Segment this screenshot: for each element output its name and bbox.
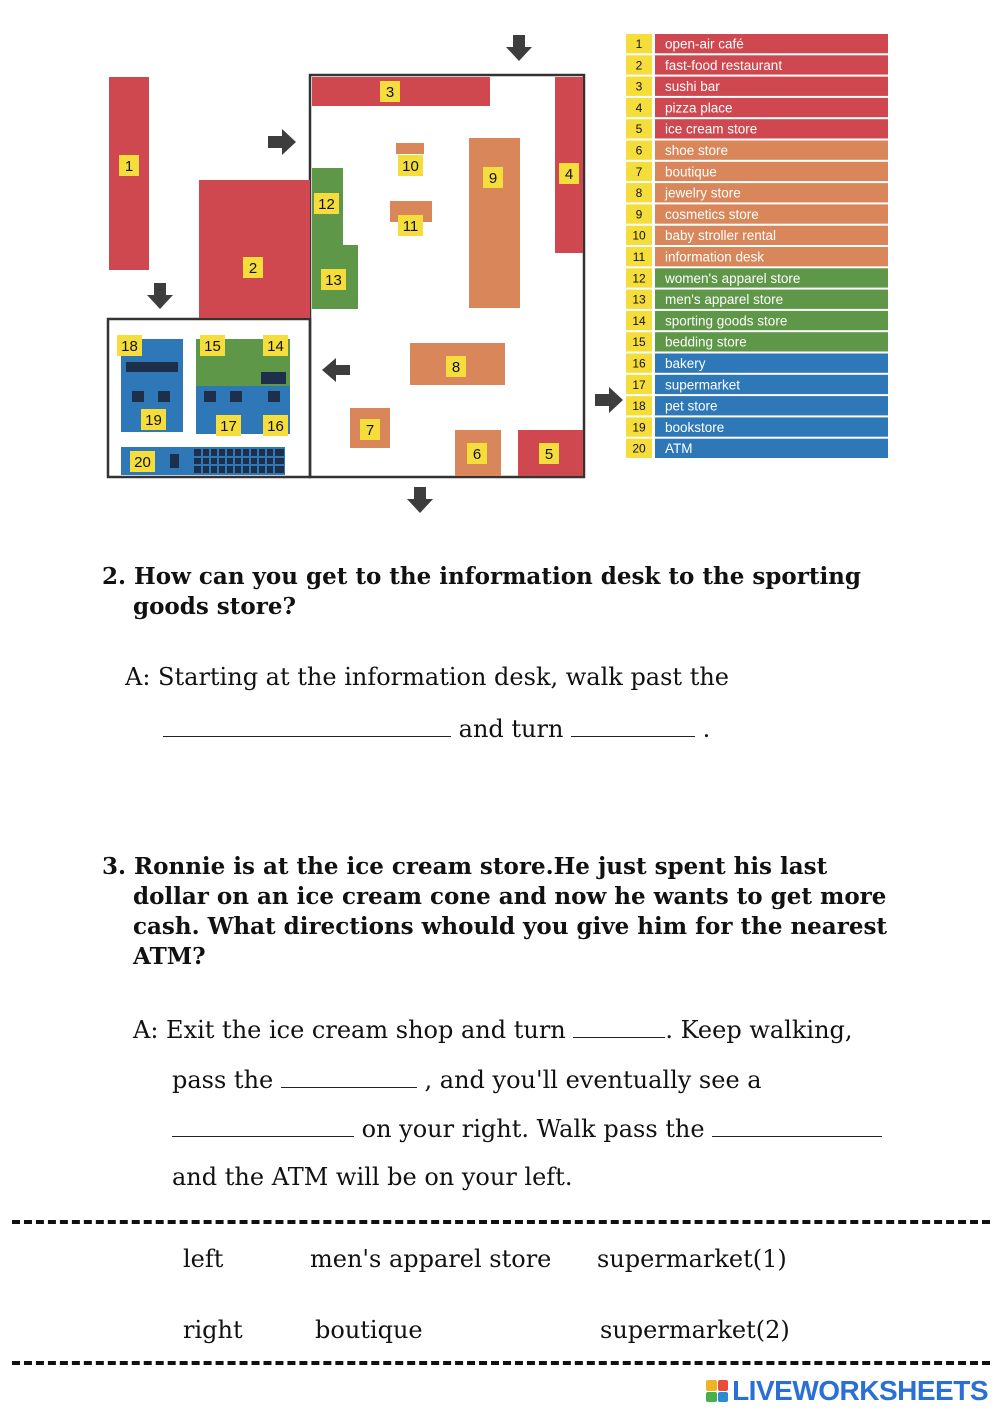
store-tag-20 xyxy=(130,451,155,472)
legend-row xyxy=(626,162,888,181)
legend-label: sushi bar xyxy=(665,79,720,95)
legend-number: 13 xyxy=(632,292,646,307)
q3-line1-b: . Keep walking, xyxy=(665,1016,853,1044)
store-tag-2 xyxy=(243,257,263,278)
q3-blank-3[interactable] xyxy=(172,1112,354,1137)
legend-label: pizza place xyxy=(665,100,733,116)
legend-row xyxy=(626,354,888,373)
store-tag-4 xyxy=(559,163,579,184)
q3-line4: and the ATM will be on your left. xyxy=(172,1163,573,1191)
legend-row xyxy=(626,247,888,266)
word-bank-item[interactable]: men's apparel store xyxy=(310,1245,552,1273)
word-bank-top-divider xyxy=(12,1220,990,1224)
legend-number: 18 xyxy=(632,399,646,414)
legend-number: 1 xyxy=(635,37,643,51)
store-tag-number: 7 xyxy=(365,422,375,439)
legend-label: information desk xyxy=(665,249,765,265)
legend-row xyxy=(626,141,888,160)
legend-number: 16 xyxy=(632,356,646,371)
question-3 xyxy=(102,852,902,972)
entrance-arrow-left-upper xyxy=(268,129,296,155)
legend-row xyxy=(626,311,888,330)
legend-row xyxy=(626,98,888,117)
q3-line1-a: A: Exit the ice cream shop and turn xyxy=(133,1016,574,1044)
store-tag-number: 17 xyxy=(220,418,237,435)
q3-blank-2[interactable] xyxy=(281,1063,417,1088)
legend-row xyxy=(626,332,888,351)
entrance-arrow-right xyxy=(595,387,623,413)
legend-label: ATM xyxy=(665,441,693,457)
q3-line2-b: , and you'll eventually see a xyxy=(416,1066,762,1094)
store-tag-number: 14 xyxy=(267,338,284,355)
store-tag-10 xyxy=(398,155,423,176)
legend-label: cosmetics store xyxy=(665,206,759,222)
legend-row xyxy=(626,439,888,458)
legend-label: sporting goods store xyxy=(665,313,788,329)
store-tag-16 xyxy=(263,415,288,436)
legend-row xyxy=(626,204,888,223)
store-3-shape xyxy=(312,77,490,106)
store-tag-13 xyxy=(321,269,346,290)
legend-label: jewelry store xyxy=(665,185,741,201)
q3-line3-a: on your right. Walk pass the xyxy=(354,1115,713,1143)
store-tag-number: 10 xyxy=(402,158,419,175)
word-bank-item[interactable]: boutique xyxy=(315,1316,423,1344)
store-tag-18 xyxy=(117,335,142,356)
legend-number: 11 xyxy=(632,250,646,264)
store-tag-number: 9 xyxy=(488,170,498,187)
q2-blank-direction[interactable] xyxy=(571,712,695,737)
store-2-shape xyxy=(199,180,310,318)
store-tag-number: 8 xyxy=(451,359,461,376)
question-2 xyxy=(102,562,922,622)
legend-number: 14 xyxy=(632,313,646,328)
store-tag-number: 15 xyxy=(204,338,221,355)
store-tag-7 xyxy=(360,419,380,440)
legend-row xyxy=(626,183,888,202)
store-tag-number: 12 xyxy=(318,196,335,213)
legend-label: boutique xyxy=(665,164,717,180)
legend-number: 2 xyxy=(635,58,643,73)
liveworksheets-brand xyxy=(706,1376,988,1406)
entrance-arrow-inner xyxy=(322,358,350,382)
store-tag-number: 4 xyxy=(564,166,574,183)
legend-row xyxy=(626,375,888,394)
store-tag-19 xyxy=(141,409,166,430)
mall-map xyxy=(100,25,900,525)
legend-number: 10 xyxy=(632,228,646,243)
legend-number: 6 xyxy=(635,143,643,158)
legend-label: pet store xyxy=(665,398,718,414)
store-tag-number: 16 xyxy=(267,418,284,435)
q3-blank-1[interactable] xyxy=(573,1013,665,1038)
store-tag-15 xyxy=(200,335,225,356)
q2-answer-line-1 xyxy=(125,662,729,692)
store-tag-14 xyxy=(263,335,288,356)
legend-label: bedding store xyxy=(665,334,747,350)
store-tag-8 xyxy=(446,356,466,377)
q2-answer-prefix: A: Starting at the information desk, walk past the xyxy=(125,663,730,691)
store-tag-9 xyxy=(483,167,503,188)
q2-answer-line-2 xyxy=(163,712,710,744)
legend-label: open-air café xyxy=(665,36,744,52)
q3-answer-line-4 xyxy=(172,1162,572,1192)
store-tag-number: 1 xyxy=(124,158,134,175)
legend-row xyxy=(626,77,888,96)
store-tag-17 xyxy=(216,415,241,436)
store-tag-number: 18 xyxy=(121,338,138,355)
store-9-shape xyxy=(469,138,520,308)
entrance-arrow-cafe xyxy=(147,283,173,309)
legend-label: bookstore xyxy=(665,419,725,435)
legend-number: 8 xyxy=(635,186,643,201)
brand-name: LIVEWORKSHEETS xyxy=(732,1375,988,1406)
legend-number: 15 xyxy=(632,335,646,350)
question-2-number: 2. xyxy=(102,563,127,590)
store-tag-number: 6 xyxy=(472,446,482,463)
store-tag-number: 5 xyxy=(544,446,554,463)
question-3-text: Ronnie is at the ice cream store.He just spent his last dollar on an ice cream cone and now he wants to get more cash. What directions whould you give him for the nearest ATM? xyxy=(133,853,888,970)
legend-row xyxy=(626,226,888,245)
store-tag-12 xyxy=(314,193,339,214)
legend-row xyxy=(626,268,888,287)
legend-row xyxy=(626,55,888,74)
store-tag-11 xyxy=(398,215,423,236)
word-bank-item[interactable]: left xyxy=(183,1245,224,1273)
legend-label: men's apparel store xyxy=(665,292,784,308)
question-3-number: 3. xyxy=(102,853,127,880)
q3-answer-line-2 xyxy=(172,1063,762,1095)
legend-number: 3 xyxy=(635,79,643,94)
q2-answer-end: . xyxy=(695,715,711,743)
q3-blank-4[interactable] xyxy=(712,1112,882,1137)
legend-label: women's apparel store xyxy=(665,270,801,286)
q2-answer-mid: and turn xyxy=(451,715,572,743)
legend-number: 9 xyxy=(635,207,643,222)
store-10-shape xyxy=(396,143,424,154)
legend-number: 20 xyxy=(632,441,646,456)
store-tag-3 xyxy=(380,81,400,102)
legend-label: fast-food restaurant xyxy=(665,57,783,73)
store-tag-number: 3 xyxy=(385,84,395,101)
word-bank-item[interactable]: right xyxy=(183,1316,243,1344)
word-bank-item[interactable]: supermarket(2) xyxy=(600,1316,790,1344)
store-tag-1 xyxy=(119,155,139,176)
store-tag-number: 2 xyxy=(248,260,258,277)
legend-number: 4 xyxy=(635,100,643,115)
legend-row xyxy=(626,417,888,436)
legend-label: ice cream store xyxy=(665,121,758,137)
entrance-arrow-top xyxy=(506,35,532,61)
legend-row xyxy=(626,119,888,138)
q3-line2-a: pass the xyxy=(172,1066,281,1094)
store-tag-6 xyxy=(467,443,487,464)
legend-number: 12 xyxy=(632,271,646,286)
q2-blank-store[interactable] xyxy=(163,712,451,737)
legend-label: shoe store xyxy=(665,143,729,158)
question-2-text: How can you get to the information desk to the sporting goods store? xyxy=(133,563,861,620)
q3-answer-line-3 xyxy=(172,1112,882,1144)
word-bank-bottom-divider xyxy=(12,1361,990,1365)
store-tag-5 xyxy=(539,443,559,464)
liveworksheets-logo-icon xyxy=(706,1380,728,1402)
legend-label: supermarket xyxy=(665,377,741,393)
legend-row xyxy=(626,396,888,415)
legend-number: 17 xyxy=(632,377,646,392)
legend-number: 5 xyxy=(635,122,643,137)
store-tag-number: 20 xyxy=(134,454,151,471)
store-tag-number: 13 xyxy=(325,272,342,289)
store-tag-number: 19 xyxy=(145,412,162,429)
legend-number: 19 xyxy=(632,420,646,435)
q3-answer-line-1 xyxy=(133,1013,853,1045)
legend-number: 7 xyxy=(635,164,643,179)
legend-label: baby stroller rental xyxy=(665,228,777,244)
entrance-arrow-bottom xyxy=(407,487,433,513)
store-tag-number: 11 xyxy=(402,218,419,235)
word-bank-item[interactable]: supermarket(1) xyxy=(597,1245,787,1273)
legend-row xyxy=(626,34,888,53)
legend-row xyxy=(626,290,888,309)
legend-label: bakery xyxy=(665,356,706,371)
